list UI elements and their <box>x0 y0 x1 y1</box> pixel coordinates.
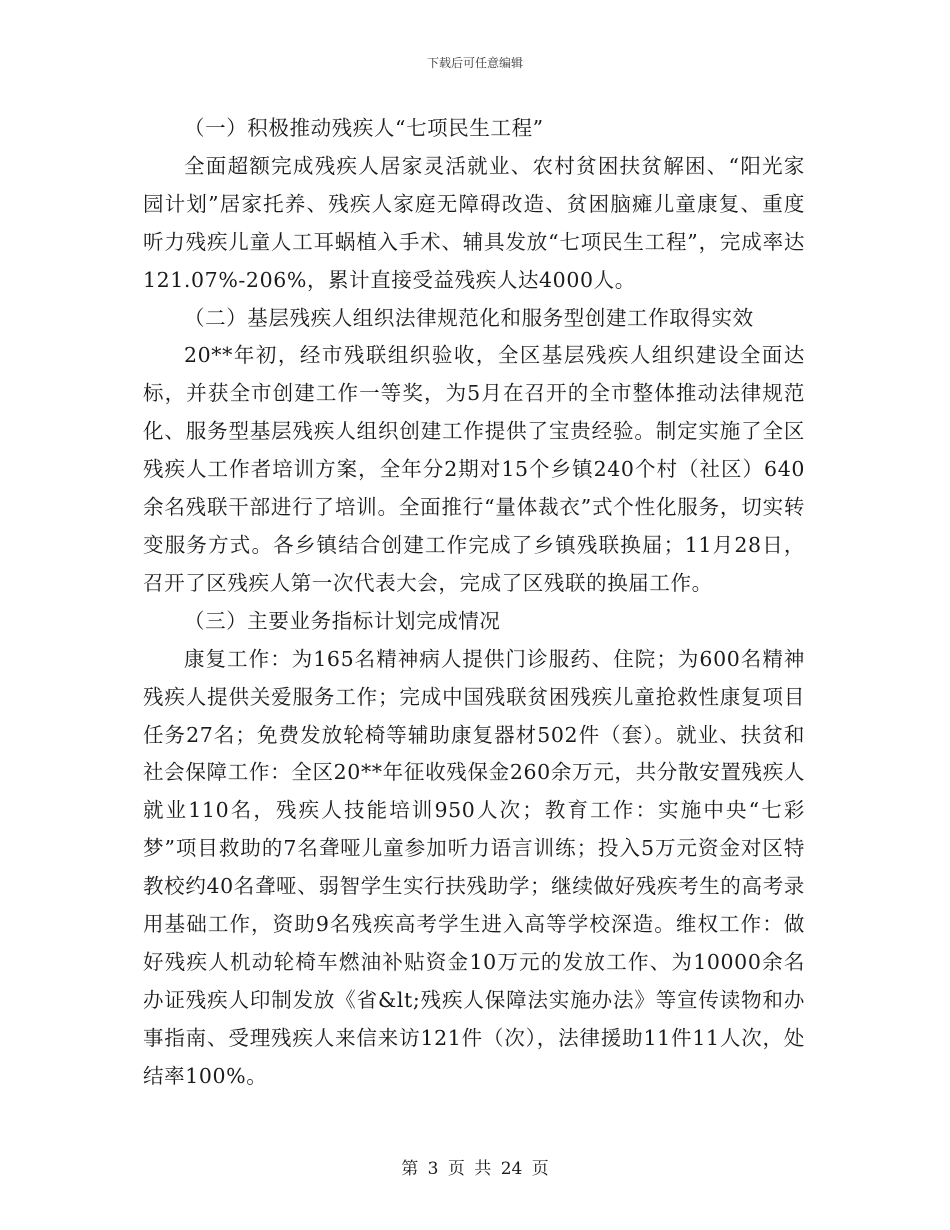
section-paragraph-1: 全面超额完成残疾人居家灵活就业、农村贫困扶贫解困、“阳光家园计划”居家托养、残疾人家庭无障碍改造、贫困脑瘫儿童康复、重度听力残疾儿童人工耳蜗植入手术、辅具发放“七项民生工程”，完成率达121.07%-206%，累计直接受益残疾人达4000人。 <box>143 153 805 292</box>
page-number-footer: 第 3 页 共 24 页 <box>401 1159 549 1179</box>
section-heading-1: （一）积极推动残疾人“七项民生工程” <box>184 116 544 140</box>
header-note: 下载后可任意编辑 <box>426 56 523 70</box>
section-paragraph-2: 20**年初，经市残联组织验收，全区基层残疾人组织建设全面达标，并获全市创建工作一等奖，为5月在召开的全市整体推动法律规范化、服务型基层残疾人组织创建工作提供了宝贵经验。制定实施了全区残疾人工作者培训方案，全年分2期对15个乡镇240个村（社区）640余名残联干部进行了培训。全面推行“量体裁衣”式个性化服务，切实转变服务方式。各乡镇结合创建工作完成了乡镇残联换届；11月28日，召开了区残疾人第一次代表大会，完成了区残联的换届工作。 <box>143 343 805 595</box>
document-body <box>143 110 805 1096</box>
section-paragraph-3: 康复工作：为165名精神病人提供门诊服药、住院；为600名精神残疾人提供关爱服务工作；完成中国残联贫困残疾儿童抢救性康复项目任务27名；免费发放轮椅等辅助康复器材502件（套）。就业、扶贫和社会保障工作：全区20**年征收残保金260余万元，共分散安置残疾人就业110名，残疾人技能培训950人次；教育工作：实施中央“七彩梦”项目救助的7名聋哑儿童参加听力语言训练；投入5万元资金对区特教校约40名聋哑、弱智学生实行扶残助学；继续做好残疾考生的高考录用基础工作，资助9名残疾高考学生进入高等学校深造。维权工作：做好残疾人机动轮椅车燃油补贴资金10万元的发放工作、为10000余名办证残疾人印制发放《省&lt;残疾人保障法实施办法》等宣传读物和办事指南、受理残疾人来信来访121件（次），法律援助11件11人次，处结率100%。 <box>143 646 805 1088</box>
section-heading-3: （三）主要业务指标计划完成情况 <box>184 608 501 633</box>
section-heading-2: （二）基层残疾人组织法律规范化和服务型创建工作取得实效 <box>184 305 754 330</box>
